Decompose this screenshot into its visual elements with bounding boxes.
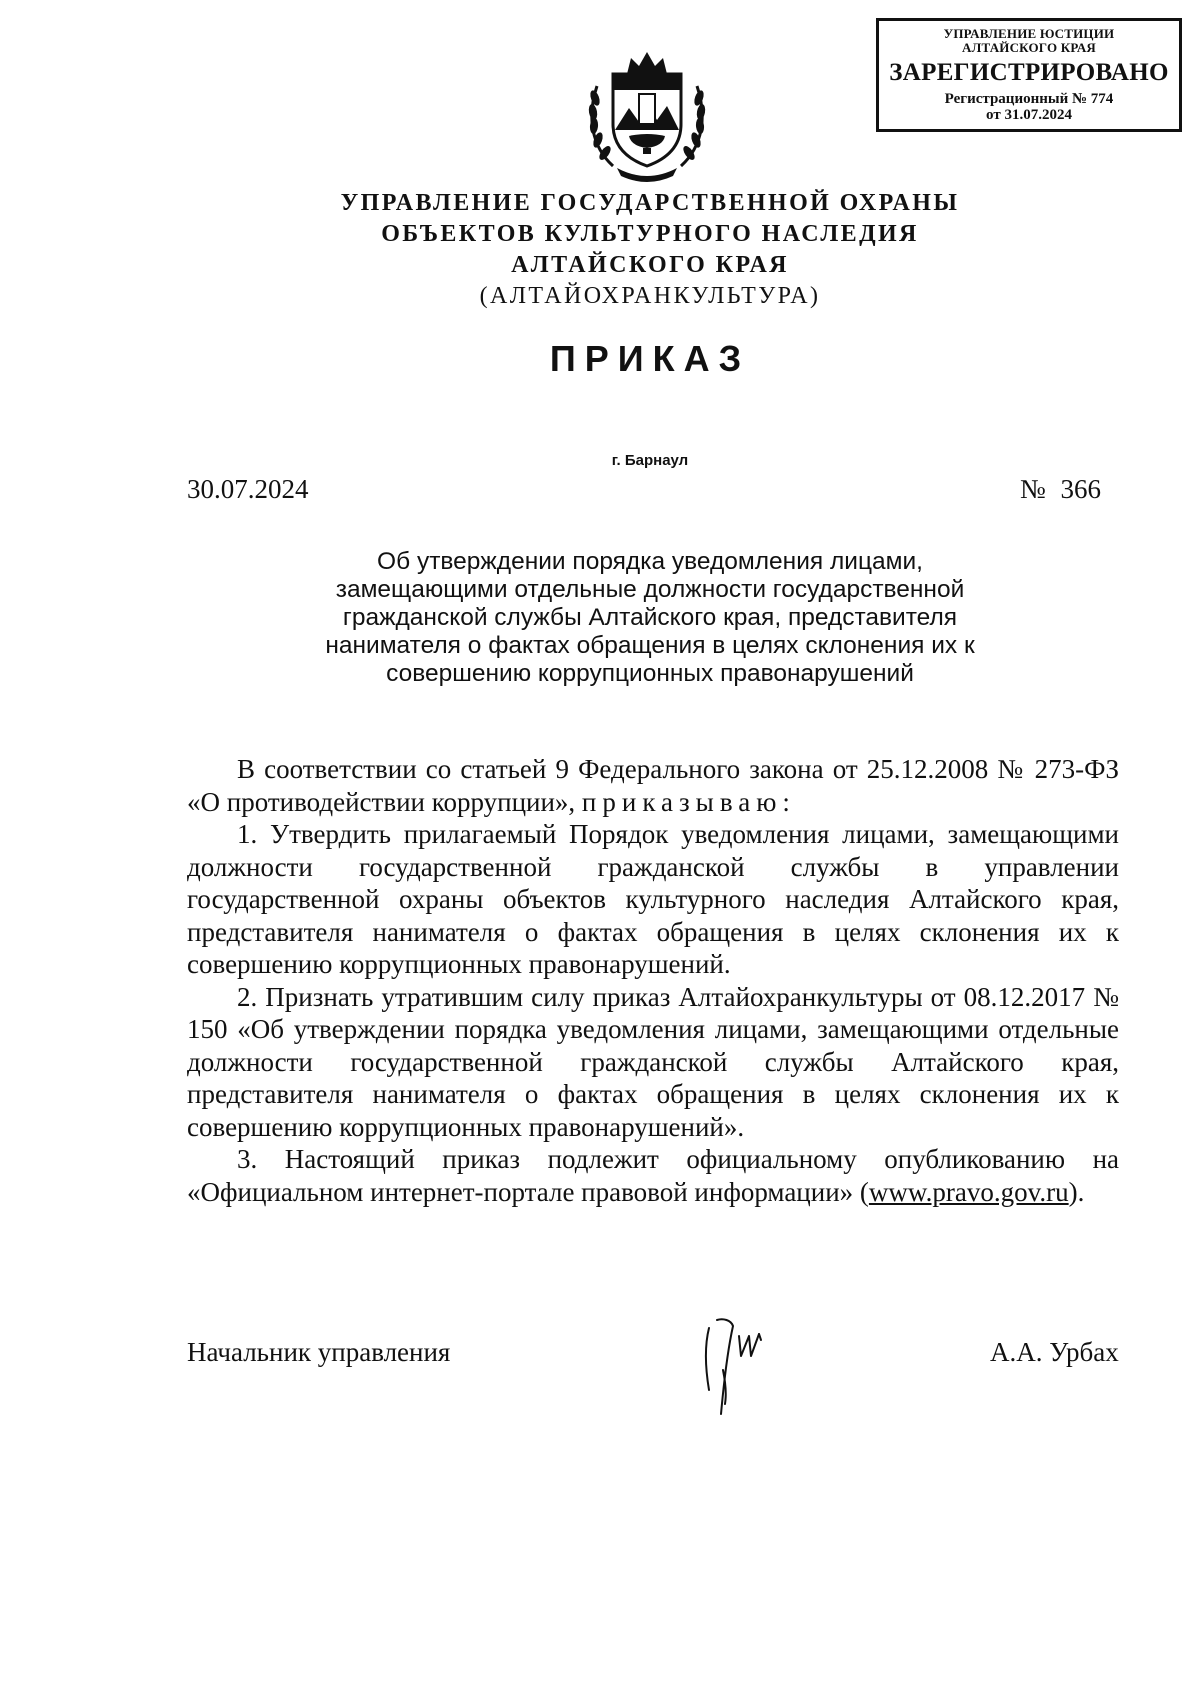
handwritten-signature	[695, 1310, 785, 1420]
stamp-reg-number: Регистрационный № 774	[944, 91, 1114, 107]
org-name-line3: АЛТАЙСКОГО КРАЯ	[511, 252, 789, 278]
item-3-end: ).	[1068, 1176, 1085, 1207]
subject-line: гражданской службы Алтайского края, представителя	[342, 604, 958, 631]
stamp-title: ЗАРЕГИСТРИРОВАНО	[889, 59, 1169, 86]
organization-header	[200, 188, 1100, 312]
signatory-name: А.А. Урбах	[990, 1337, 1119, 1367]
order-word: приказываю:	[581, 786, 796, 817]
document-number: № 366	[1020, 474, 1102, 504]
stamp-org-line1: УПРАВЛЕНИЕ ЮСТИЦИИ	[943, 26, 1115, 41]
signatory-position: Начальник управления	[187, 1337, 451, 1367]
subject-line: совершению коррупционных правонарушений	[386, 660, 914, 687]
item-3-paragraph	[187, 1143, 1119, 1208]
intro-paragraph	[187, 753, 1119, 818]
subject-line: нанимателя о фактах обращения в целях склонения их к	[325, 632, 975, 659]
item-1-paragraph: 1. Утвердить прилагаемый Порядок уведомления лицами, замещающими должности государственной гражданской службы в управлении государственной охраны объектов культурного наследия Алтайского края, представителя нанимателя о фактах обращения в целях склонения их к совершению коррупционных правонарушений.	[187, 819, 1119, 979]
item-2-paragraph: 2. Признать утратившим силу приказ Алтайохранкультуры от 08.12.2017 № 150 «Об утверждении порядка уведомления лицами, замещающими отдельные должности государственной гражданской службы Алтайского края, представителя нанимателя о фактах обращения в целях склонения их к совершению коррупционных правонарушений».	[187, 981, 1119, 1142]
document-subject	[270, 548, 1030, 688]
item-3-text: 3. Настоящий приказ подлежит официальному опубликованию на «Официальном интернет-портале правовой информации» (	[187, 1144, 1119, 1207]
altai-krai-coat-of-arms-icon	[583, 46, 711, 184]
pravo-portal-link[interactable]: www.pravo.gov.ru	[868, 1176, 1069, 1207]
intro-text: В соответствии со статьей 9 Федерального закона от 25.12.2008 № 273-ФЗ «О противодействии коррупции»,	[187, 754, 1119, 817]
org-name-line1: УПРАВЛЕНИЕ ГОСУДАРСТВЕННОЙ ОХРАНЫ	[340, 190, 960, 216]
document-city: г. Барнаул	[611, 452, 689, 469]
subject-line: замещающими отдельные должности государственной	[335, 576, 965, 603]
stamp-reg-date: от 31.07.2024	[986, 107, 1072, 123]
org-short-name: (АЛТАЙОХРАНКУЛЬТУРА)	[479, 283, 821, 309]
stamp-org-line2: АЛТАЙСКОГО КРАЯ	[962, 40, 1096, 55]
document-type: ПРИКАЗ	[549, 338, 751, 379]
org-name-line2: ОБЪЕКТОВ КУЛЬТУРНОГО НАСЛЕДИЯ	[381, 221, 919, 247]
subject-line: Об утверждении порядка уведомления лицами,	[377, 548, 923, 575]
registration-stamp	[876, 18, 1182, 132]
document-date: 30.07.2024	[187, 474, 309, 504]
document-body	[187, 753, 1119, 1208]
